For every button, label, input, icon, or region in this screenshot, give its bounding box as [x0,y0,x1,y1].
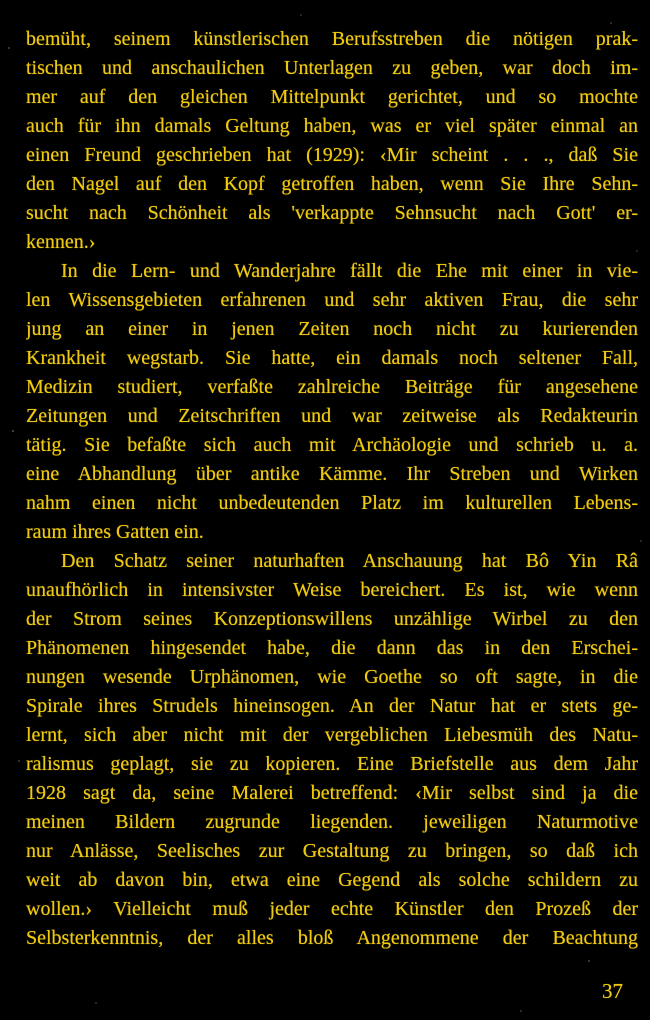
text-line: nahm einen nicht unbedeutenden Platz im kulturellen Lebens- [26,492,638,514]
text-line: Spirale ihres Strudels hineinsogen. An der Natur hat er stets ge- [26,695,638,717]
text-line: auch für ihn damals Geltung haben, was er viel später einmal an [26,115,638,137]
text-line: nungen wesende Urphänomen, wie Goethe so oft sagte, in die [26,666,638,688]
text-line: kennen.› [26,231,96,253]
text-line: raum ihres Gatten ein. [26,521,204,543]
text-line: jung an einer in jenen Zeiten noch nicht zu kurierenden [26,318,638,340]
text-line: lernt, sich aber nicht mit der vergeblichen Liebesmüh des Natu- [26,724,638,746]
text-line: Krankheit wegstarb. Sie hatte, ein damals noch seltener Fall, [26,347,638,369]
page-number: 37 [602,979,623,1003]
text-line: Medizin studiert, verfaßte zahlreiche Beiträge für angesehene [26,376,638,398]
text-line: mer auf den gleichen Mittelpunkt gerichtet, und so mochte [26,86,638,108]
text-line: wollen.› Vielleicht muß jeder echte Künstler den Prozeß der [26,898,638,920]
text-line: einen Freund geschrieben hat (1929): ‹Mir scheint . . ., daß Sie [26,144,638,166]
text-line: Den Schatz seiner naturhaften Anschauung hat Bô Yin Râ [61,550,638,572]
text-line: bemüht, seinem künstlerischen Berufsstreben die nötigen prak- [26,28,638,50]
body-text [26,25,638,953]
text-line: der Strom seines Konzeptionswillens unzählige Wirbel zu den [26,608,638,630]
text-line: meinen Bildern zugrunde liegenden. jeweiligen Naturmotive [26,811,638,833]
text-line: 1928 sagt da, seine Malerei betreffend: ‹Mir selbst sind ja die [26,782,638,804]
text-line: unaufhörlich in intensivster Weise bereichert. Es ist, wie wenn [26,579,638,601]
text-line: Zeitungen und Zeitschriften und war zeitweise als Redakteurin [26,405,638,427]
text-line: den Nagel auf den Kopf getroffen haben, wenn Sie Ihre Sehn- [26,173,638,195]
text-line: eine Abhandlung über antike Kämme. Ihr Streben und Wirken [26,463,638,485]
text-line: tischen und anschaulichen Unterlagen zu geben, war doch im- [26,57,638,79]
text-line: tätig. Sie befaßte sich auch mit Archäologie und schrieb u. a. [26,434,638,456]
text-line: len Wissensgebieten erfahrenen und sehr aktiven Frau, die sehr [26,289,638,311]
text-line: In die Lern- und Wanderjahre fällt die Ehe mit einer in vie- [61,260,638,282]
text-line: weit ab davon bin, etwa eine Gegend als solche schildern zu [26,869,638,891]
text-line: Selbsterkenntnis, der alles bloß Angenommene der Beachtung [26,927,638,949]
text-line: sucht nach Schönheit als 'verkappte Sehnsucht nach Gott' er- [26,202,638,224]
text-line: ralismus geplagt, sie zu kopieren. Eine Briefstelle aus dem Jahr [26,753,638,775]
scan-noise-speckles [0,0,2,2]
text-line: nur Anlässe, Seelisches zur Gestaltung zu bringen, so daß ich [26,840,638,862]
text-line: Phänomenen hingesendet habe, die dann das in den Erschei- [26,637,638,659]
